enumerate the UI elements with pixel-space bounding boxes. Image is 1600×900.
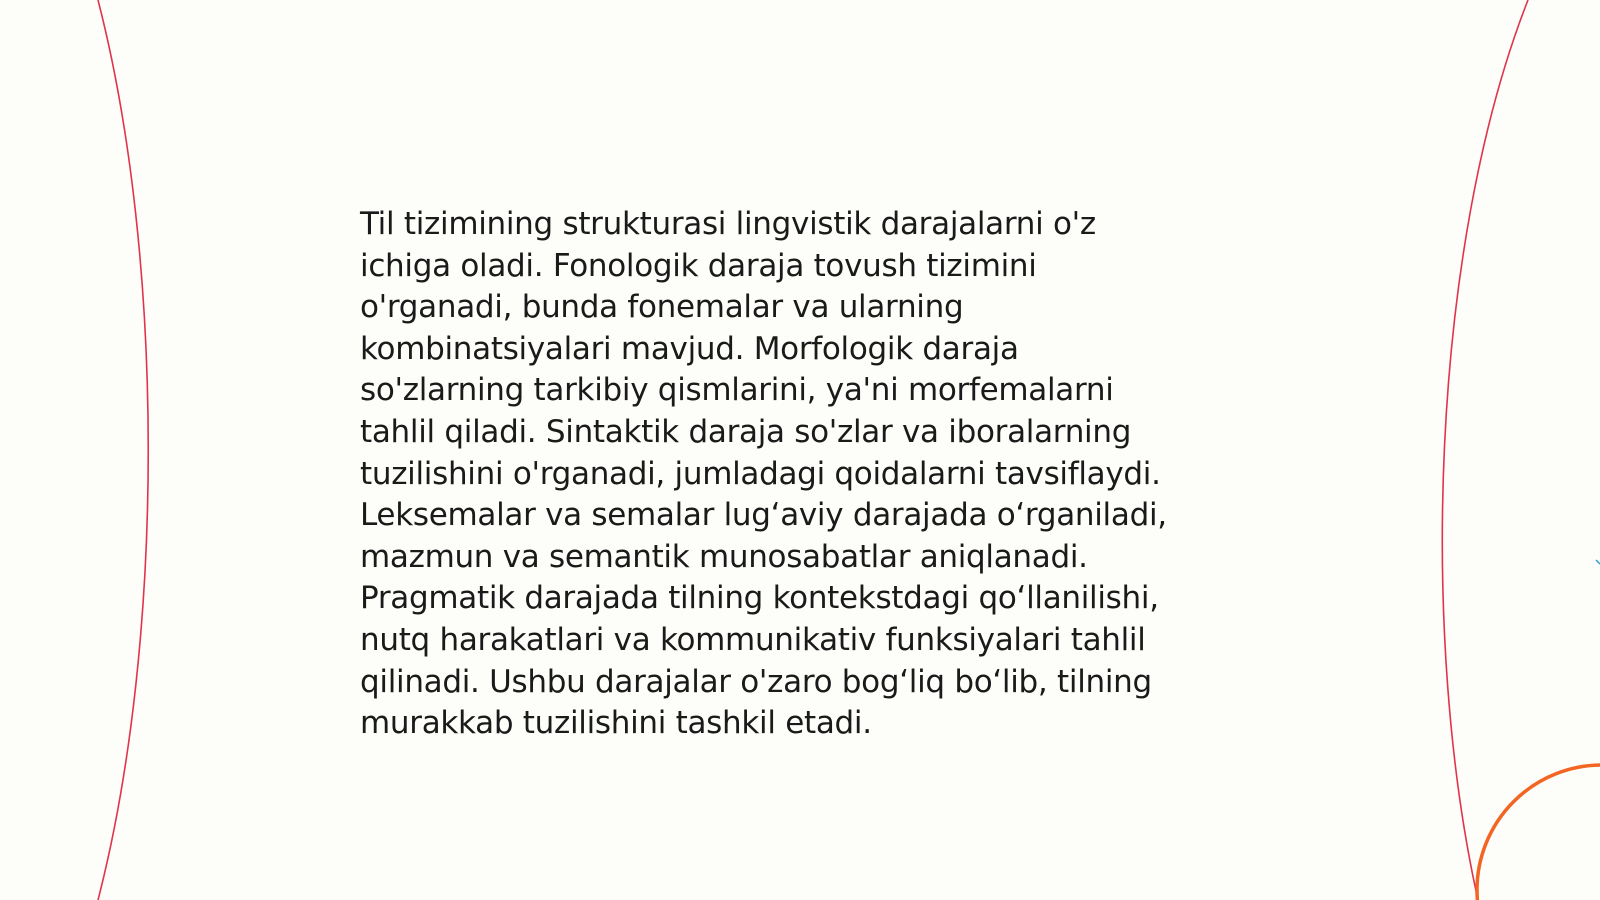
paragraph-line: Til tizimining strukturasi lingvistik darajalarni o'z xyxy=(360,206,1096,242)
paragraph-line: Leksemalar va semalar lug‘aviy darajada o‘rganiladi, xyxy=(360,497,1167,534)
paragraph-line: qilinadi. Ushbu darajalar o'zaro bog‘liq bo‘lib, tilning xyxy=(360,663,1152,700)
paragraph-line: so'zlarning tarkibiy qismlarini, ya'ni morfemalarni xyxy=(360,372,1114,409)
left-arc xyxy=(98,0,148,900)
paragraph-line: nutq harakatlari va kommunikativ funksiyalari tahlil xyxy=(360,621,1146,658)
blue-accent xyxy=(1596,560,1600,564)
paragraph-line: o'rganadi, bunda fonemalar va ularning xyxy=(360,289,964,326)
body-paragraph xyxy=(360,204,1240,745)
paragraph-line: tahlil qiladi. Sintaktik daraja so'zlar va iboralarning xyxy=(360,413,1132,450)
paragraph-line: kombinatsiyalari mavjud. Morfologik daraja xyxy=(360,330,1019,367)
orange-circle xyxy=(1477,765,1600,900)
paragraph-line: murakkab tuzilishini tashkil etadi. xyxy=(360,705,872,742)
paragraph-line: Pragmatik darajada tilning kontekstdagi qo‘llanilishi, xyxy=(360,580,1159,617)
paragraph-line: mazmun va semantik munosabatlar aniqlanadi. xyxy=(360,538,1088,575)
paragraph-line: ichiga oladi. Fonologik daraja tovush tizimini xyxy=(360,247,1037,284)
paragraph-line: tuzilishini o'rganadi, jumladagi qoidalarni tavsiflaydi. xyxy=(360,455,1161,492)
right-arc xyxy=(1442,0,1528,900)
